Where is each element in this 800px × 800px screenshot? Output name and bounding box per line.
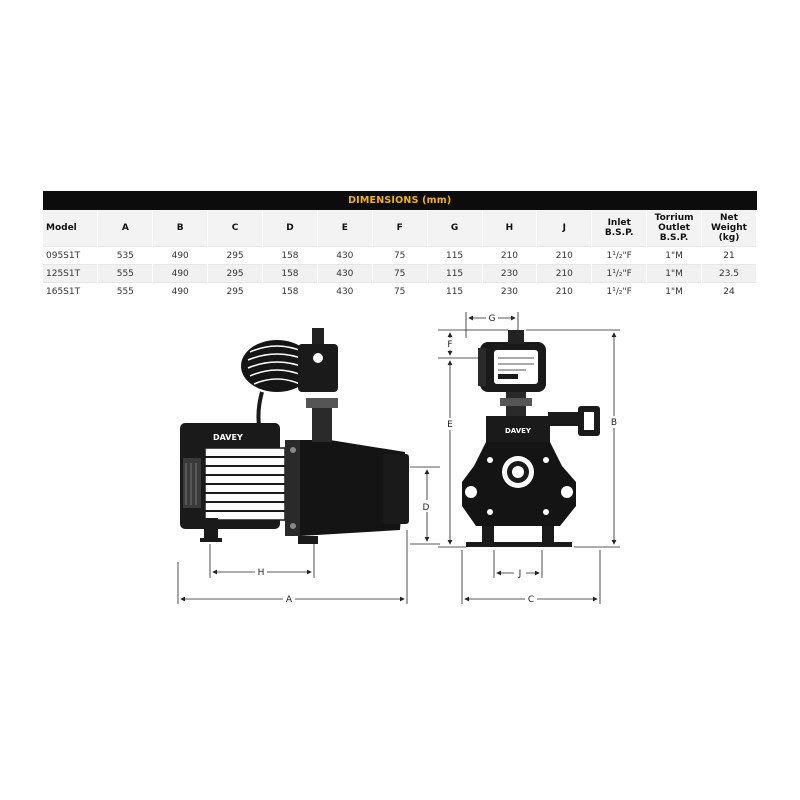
table-title: DIMENSIONS (mm) bbox=[43, 191, 757, 210]
pump-foot bbox=[298, 536, 318, 544]
dimensions-table-container bbox=[43, 191, 757, 300]
column-header-j: J bbox=[537, 210, 592, 247]
cell-j: 210 bbox=[537, 247, 592, 265]
pump-dimension-diagram bbox=[0, 300, 800, 620]
label-j: J bbox=[518, 569, 522, 579]
cell-f: 75 bbox=[372, 265, 427, 283]
cell-h: 210 bbox=[482, 247, 537, 265]
cell-b: 490 bbox=[153, 247, 208, 265]
label-g: G bbox=[488, 314, 496, 324]
cell-g: 115 bbox=[427, 247, 482, 265]
cell-h: 230 bbox=[482, 283, 537, 301]
cell-f: 75 bbox=[372, 283, 427, 301]
label-d: D bbox=[422, 503, 430, 513]
pump-front-view bbox=[462, 330, 600, 547]
label-b: B bbox=[610, 418, 618, 428]
pressure-gauge-fitting bbox=[548, 412, 578, 426]
cell-inlet: 1¹/₂"F bbox=[592, 265, 647, 283]
cell-a: 555 bbox=[98, 265, 153, 283]
cell-e: 430 bbox=[317, 247, 372, 265]
side-brand-label: DAVEY bbox=[213, 433, 243, 442]
cell-model: 165S1T bbox=[43, 283, 98, 301]
cell-g: 115 bbox=[427, 265, 482, 283]
cell-model: 095S1T bbox=[43, 247, 98, 265]
column-header-e: E bbox=[317, 210, 372, 247]
column-header-c: C bbox=[208, 210, 263, 247]
label-a: A bbox=[285, 595, 293, 605]
label-c: C bbox=[527, 595, 535, 605]
label-e: E bbox=[447, 420, 453, 430]
cell-b: 490 bbox=[153, 265, 208, 283]
column-header-g: G bbox=[427, 210, 482, 247]
control-top-fitting bbox=[312, 328, 324, 344]
cell-e: 430 bbox=[317, 265, 372, 283]
cell-j: 210 bbox=[537, 265, 592, 283]
cell-outlet: 1"M bbox=[647, 265, 702, 283]
dimensions-table bbox=[43, 191, 757, 300]
cell-outlet: 1"M bbox=[647, 283, 702, 301]
cell-d: 158 bbox=[263, 265, 318, 283]
cell-c: 295 bbox=[208, 283, 263, 301]
label-f: F bbox=[447, 340, 453, 350]
column-header-weight: Net Weight (kg) bbox=[702, 210, 757, 247]
pump-inlet bbox=[383, 454, 409, 524]
column-header-f: F bbox=[372, 210, 427, 247]
cell-j: 210 bbox=[537, 283, 592, 301]
cell-inlet: 1¹/₂"F bbox=[592, 283, 647, 301]
column-header-b: B bbox=[153, 210, 208, 247]
table-body bbox=[43, 247, 757, 301]
column-header-inlet: Inlet B.S.P. bbox=[592, 210, 647, 247]
table-row bbox=[43, 283, 757, 301]
cell-d: 158 bbox=[263, 283, 318, 301]
cell-inlet: 1¹/₂"F bbox=[592, 247, 647, 265]
front-brand-label: DAVEY bbox=[504, 427, 532, 435]
motor-foot bbox=[204, 518, 218, 540]
column-header-d: D bbox=[263, 210, 318, 247]
cell-c: 295 bbox=[208, 247, 263, 265]
column-header-a: A bbox=[98, 210, 153, 247]
pump-side-view bbox=[180, 328, 409, 544]
cell-weight: 21 bbox=[702, 247, 757, 265]
pressure-switch-neck bbox=[312, 404, 332, 442]
front-base-plate bbox=[466, 542, 572, 547]
cell-h: 230 bbox=[482, 265, 537, 283]
label-h: H bbox=[257, 568, 265, 578]
cell-c: 295 bbox=[208, 265, 263, 283]
cell-model: 125S1T bbox=[43, 265, 98, 283]
column-header-h: H bbox=[482, 210, 537, 247]
cell-b: 490 bbox=[153, 283, 208, 301]
cell-g: 115 bbox=[427, 283, 482, 301]
motor-fins bbox=[205, 448, 285, 520]
control-box bbox=[298, 344, 338, 392]
cell-outlet: 1"M bbox=[647, 247, 702, 265]
column-header-outlet: Torrium Outlet B.S.P. bbox=[647, 210, 702, 247]
column-header-model: Model bbox=[43, 210, 98, 247]
cell-a: 555 bbox=[98, 283, 153, 301]
table-header-row bbox=[43, 210, 757, 247]
table-title-row bbox=[43, 191, 757, 210]
cell-e: 430 bbox=[317, 283, 372, 301]
cell-f: 75 bbox=[372, 247, 427, 265]
pump-flange bbox=[285, 440, 301, 536]
cell-a: 535 bbox=[98, 247, 153, 265]
front-top-fitting bbox=[508, 330, 524, 344]
cell-weight: 23.5 bbox=[702, 265, 757, 283]
cell-weight: 24 bbox=[702, 283, 757, 301]
table-row bbox=[43, 247, 757, 265]
table-row bbox=[43, 265, 757, 283]
cell-d: 158 bbox=[263, 247, 318, 265]
